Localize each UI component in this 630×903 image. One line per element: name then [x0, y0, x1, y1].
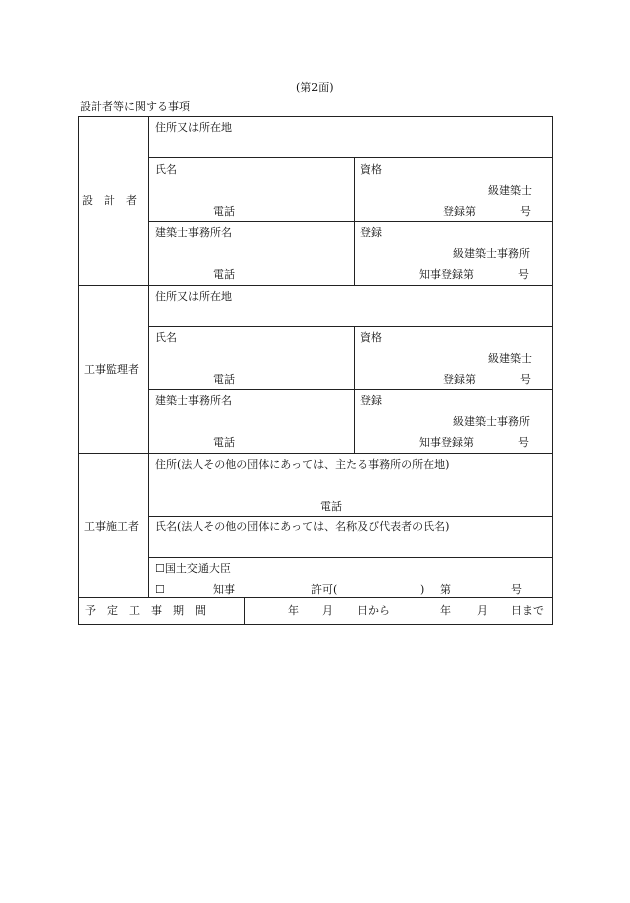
permit-label: 許可( [311, 583, 338, 596]
designer-phone-label: 電話 [213, 205, 235, 218]
supervisor-name-label: 氏名 [155, 331, 177, 344]
permit-no-suffix: 号 [511, 583, 522, 596]
designer-qualification-value: 級建築士 [488, 184, 532, 197]
supervisor-registration-no: 登録第 号 [443, 373, 531, 386]
supervisor-office-name-label: 建築士事務所名 [155, 394, 232, 407]
permit-no-prefix: 第 [440, 583, 451, 596]
supervisor-qualification-value: 級建築士 [488, 352, 532, 365]
designer-registration-no: 登録第 号 [443, 205, 531, 218]
supervisor-office-registration-label: 登録 [360, 394, 382, 407]
section-title: 設計者等に関する事項 [80, 100, 190, 113]
schedule-day-start: 日から [357, 604, 390, 617]
designer-office-name-label: 建築士事務所名 [155, 226, 232, 239]
schedule-day-end: 日まで [511, 604, 544, 617]
designer-name-label: 氏名 [155, 163, 177, 176]
designer-office-registration-no: 知事登録第 号 [419, 268, 529, 281]
supervisor-qualification-label: 資格 [360, 331, 382, 344]
contractor-phone-label: 電話 [320, 500, 342, 513]
supervisor-label: 工事監理者 [84, 363, 139, 376]
designer-office-phone-label: 電話 [213, 268, 235, 281]
page-number: (第2面) [296, 81, 334, 94]
governor-label: 知事 [213, 583, 235, 596]
supervisor-office-registration-no: 知事登録第 号 [419, 436, 529, 449]
supervisor-office-type: 級建築士事務所 [453, 415, 530, 428]
contractor-address-label: 住所(法人その他の団体にあっては、主たる事務所の所在地) [155, 458, 450, 471]
schedule-label: 予 定 工 事 期 間 [85, 604, 206, 617]
governor-checkbox[interactable]: ☐ [155, 583, 165, 596]
permit-close: ) [420, 583, 425, 596]
supervisor-phone-label: 電話 [213, 373, 235, 386]
schedule-year-start: 年 [288, 604, 299, 617]
designer-address-label: 住所又は所在地 [155, 121, 232, 134]
schedule-month-start: 月 [322, 604, 333, 617]
minister-checkbox[interactable]: ☐国土交通大臣 [155, 562, 231, 575]
supervisor-address-label: 住所又は所在地 [155, 290, 232, 303]
schedule-month-end: 月 [477, 604, 488, 617]
contractor-name-label: 氏名(法人その他の団体にあっては、名称及び代表者の氏名) [155, 520, 450, 533]
schedule-year-end: 年 [440, 604, 451, 617]
supervisor-office-phone-label: 電話 [213, 436, 235, 449]
designer-office-type: 級建築士事務所 [453, 247, 530, 260]
designer-office-registration-label: 登録 [360, 226, 382, 239]
contractor-label: 工事施工者 [84, 520, 139, 533]
designer-label: 設 計 者 [82, 194, 137, 207]
designer-qualification-label: 資格 [360, 163, 382, 176]
